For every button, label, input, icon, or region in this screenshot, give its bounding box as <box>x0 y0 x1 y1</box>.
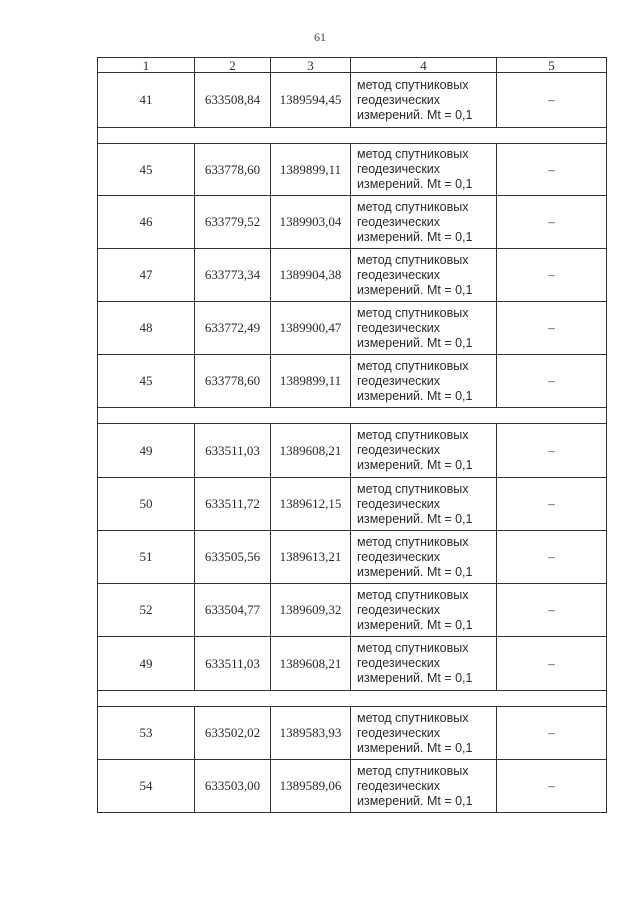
note-cell: – <box>497 249 607 302</box>
column-header: 4 <box>351 58 497 73</box>
y-coordinate-cell: 1389899,11 <box>271 355 351 408</box>
method-line: геодезических <box>357 92 441 107</box>
x-coordinate-cell: 633511,03 <box>195 424 271 478</box>
y-coordinate-cell: 1389612,15 <box>271 478 351 531</box>
method-line: измерений. Mt = 0,1 <box>357 107 473 122</box>
method-line: геодезических <box>357 373 441 388</box>
method-line: метод спутниковых <box>357 763 469 778</box>
note-cell: – <box>497 760 607 813</box>
column-header: 1 <box>98 58 195 73</box>
table-body <box>98 73 607 813</box>
table-row <box>98 144 607 196</box>
note-cell: – <box>497 196 607 249</box>
column-header: 2 <box>195 58 271 73</box>
x-coordinate-cell: 633502,02 <box>195 707 271 760</box>
point-number-cell: 52 <box>98 584 195 637</box>
note-cell: – <box>497 478 607 531</box>
method-line: метод спутниковых <box>357 252 469 267</box>
point-number-cell: 49 <box>98 637 195 691</box>
method-line: метод спутниковых <box>357 534 469 549</box>
note-cell: – <box>497 707 607 760</box>
method-line: геодезических <box>357 443 441 457</box>
method-line: геодезических <box>357 162 441 176</box>
note-cell: – <box>497 531 607 584</box>
y-coordinate-cell: 1389899,11 <box>271 144 351 196</box>
point-number-cell: 49 <box>98 424 195 478</box>
y-coordinate-cell: 1389608,21 <box>271 424 351 478</box>
separator-cell <box>98 408 607 424</box>
separator-cell <box>98 691 607 707</box>
method-line: метод спутниковых <box>357 710 469 725</box>
column-header: 5 <box>497 58 607 73</box>
table-row <box>98 637 607 691</box>
note-cell: – <box>497 73 607 128</box>
method-cell <box>351 144 497 196</box>
note-cell: – <box>497 584 607 637</box>
point-number-cell: 45 <box>98 355 195 408</box>
method-cell <box>351 249 497 302</box>
method-line: измерений. Mt = 0,1 <box>357 335 473 350</box>
note-cell: – <box>497 144 607 196</box>
method-cell <box>351 478 497 531</box>
x-coordinate-cell: 633511,03 <box>195 637 271 691</box>
method-line: геодезических <box>357 778 441 793</box>
method-line: измерений. Mt = 0,1 <box>357 229 473 244</box>
method-line: измерений. Mt = 0,1 <box>357 671 473 685</box>
method-line: метод спутниковых <box>357 641 469 655</box>
table-row <box>98 584 607 637</box>
method-line: измерений. Mt = 0,1 <box>357 564 473 579</box>
x-coordinate-cell: 633779,52 <box>195 196 271 249</box>
method-line: измерений. Mt = 0,1 <box>357 458 473 472</box>
y-coordinate-cell: 1389583,93 <box>271 707 351 760</box>
point-number-cell: 54 <box>98 760 195 813</box>
x-coordinate-cell: 633504,77 <box>195 584 271 637</box>
method-line: метод спутниковых <box>357 305 469 320</box>
table-row <box>98 707 607 760</box>
y-coordinate-cell: 1389608,21 <box>271 637 351 691</box>
method-line: измерений. Mt = 0,1 <box>357 388 473 403</box>
table-row <box>98 531 607 584</box>
x-coordinate-cell: 633778,60 <box>195 355 271 408</box>
table-row <box>98 73 607 128</box>
method-line: геодезических <box>357 656 441 670</box>
page-number: 61 <box>314 30 326 44</box>
method-cell <box>351 707 497 760</box>
x-coordinate-cell: 633505,56 <box>195 531 271 584</box>
point-number-cell: 50 <box>98 478 195 531</box>
y-coordinate-cell: 1389589,06 <box>271 760 351 813</box>
method-line: геодезических <box>357 602 441 617</box>
method-line: геодезических <box>357 496 441 511</box>
point-number-cell: 47 <box>98 249 195 302</box>
note-cell: – <box>497 424 607 478</box>
x-coordinate-cell: 633772,49 <box>195 302 271 355</box>
point-number-cell: 41 <box>98 73 195 128</box>
method-line: метод спутниковых <box>357 587 469 602</box>
method-cell <box>351 196 497 249</box>
method-line: геодезических <box>357 267 441 282</box>
note-cell: – <box>497 355 607 408</box>
point-number-cell: 46 <box>98 196 195 249</box>
method-cell <box>351 355 497 408</box>
note-cell: – <box>497 637 607 691</box>
method-cell <box>351 760 497 813</box>
x-coordinate-cell: 633511,72 <box>195 478 271 531</box>
y-coordinate-cell: 1389904,38 <box>271 249 351 302</box>
table-row <box>98 249 607 302</box>
method-line: измерений. Mt = 0,1 <box>357 511 473 526</box>
y-coordinate-cell: 1389594,45 <box>271 73 351 128</box>
table-row <box>98 424 607 478</box>
note-cell: – <box>497 302 607 355</box>
method-line: метод спутниковых <box>357 358 469 373</box>
group-separator-row <box>98 128 607 144</box>
method-line: геодезических <box>357 214 441 229</box>
method-cell <box>351 73 497 128</box>
method-cell <box>351 302 497 355</box>
method-line: метод спутниковых <box>357 481 469 496</box>
y-coordinate-cell: 1389903,04 <box>271 196 351 249</box>
table-row <box>98 478 607 531</box>
method-line: геодезических <box>357 725 441 740</box>
method-cell <box>351 637 497 691</box>
point-number-cell: 48 <box>98 302 195 355</box>
method-line: измерений. Mt = 0,1 <box>357 617 473 632</box>
method-line: измерений. Mt = 0,1 <box>357 177 473 191</box>
method-cell <box>351 584 497 637</box>
point-number-cell: 45 <box>98 144 195 196</box>
x-coordinate-cell: 633773,34 <box>195 249 271 302</box>
table-header-row <box>98 58 607 73</box>
method-line: геодезических <box>357 320 441 335</box>
y-coordinate-cell: 1389609,32 <box>271 584 351 637</box>
x-coordinate-cell: 633778,60 <box>195 144 271 196</box>
group-separator-row <box>98 691 607 707</box>
point-number-cell: 53 <box>98 707 195 760</box>
group-separator-row <box>98 408 607 424</box>
y-coordinate-cell: 1389613,21 <box>271 531 351 584</box>
method-line: метод спутниковых <box>357 147 469 161</box>
method-line: метод спутниковых <box>357 77 469 92</box>
coordinates-table <box>97 57 607 813</box>
x-coordinate-cell: 633503,00 <box>195 760 271 813</box>
method-line: геодезических <box>357 549 441 564</box>
method-line: метод спутниковых <box>357 199 469 214</box>
table-row <box>98 196 607 249</box>
table-row <box>98 355 607 408</box>
method-line: измерений. Mt = 0,1 <box>357 793 473 808</box>
method-line: измерений. Mt = 0,1 <box>357 740 473 755</box>
method-line: метод спутниковых <box>357 428 469 442</box>
table-row <box>98 302 607 355</box>
point-number-cell: 51 <box>98 531 195 584</box>
y-coordinate-cell: 1389900,47 <box>271 302 351 355</box>
x-coordinate-cell: 633508,84 <box>195 73 271 128</box>
table-row <box>98 760 607 813</box>
method-line: измерений. Mt = 0,1 <box>357 282 473 297</box>
method-cell <box>351 531 497 584</box>
method-cell <box>351 424 497 478</box>
separator-cell <box>98 128 607 144</box>
column-header: 3 <box>271 58 351 73</box>
